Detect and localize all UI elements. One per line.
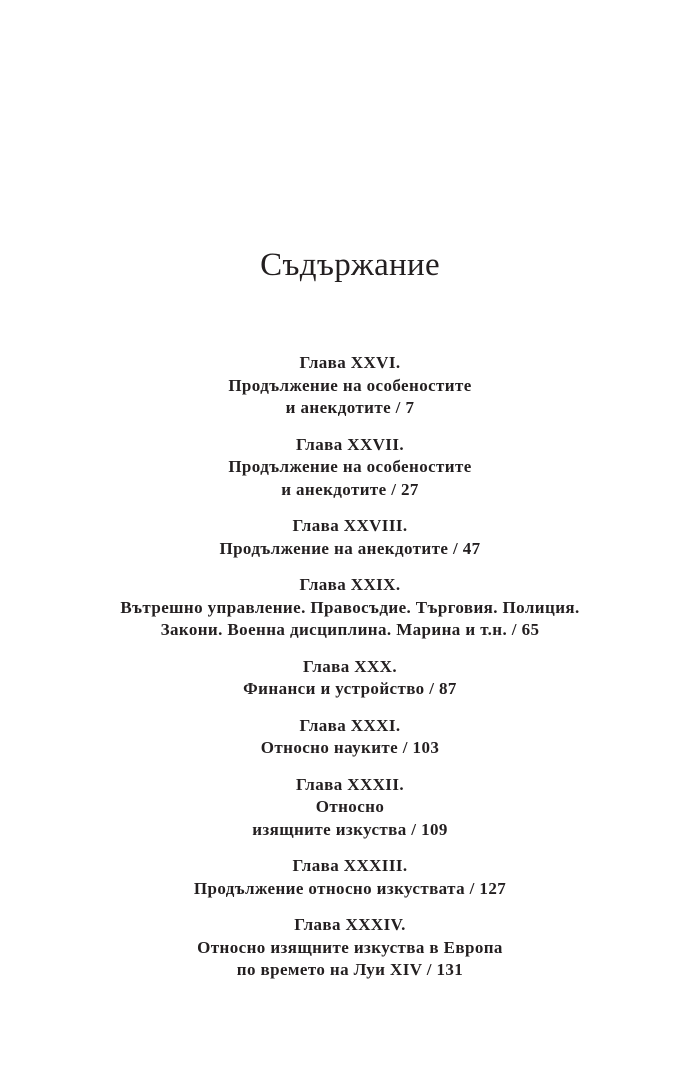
chapter-title-line: Продължение на особеностите bbox=[228, 375, 472, 395]
chapter-title-line: Относно изящните изкуства в Европа bbox=[197, 937, 503, 957]
chapter-heading: Глава XXIX. bbox=[299, 575, 401, 594]
chapter-heading: Глава XXX. bbox=[303, 656, 397, 676]
toc-entry bbox=[0, 774, 700, 842]
toc-entry bbox=[0, 434, 700, 502]
chapter-heading: Глава XXVII. bbox=[296, 434, 404, 454]
chapter-heading: Глава XXVIII. bbox=[292, 516, 408, 535]
chapter-title-line: и анекдотите / 7 bbox=[285, 398, 415, 417]
toc-entry bbox=[0, 515, 700, 560]
chapter-title-line: по времето на Луи XIV / 131 bbox=[236, 960, 464, 979]
page-title: Съдържание bbox=[260, 247, 440, 283]
chapter-title-line: изящните изкуства / 109 bbox=[252, 819, 448, 839]
chapter-title-line: Продължение относно изкуствата / 127 bbox=[193, 878, 507, 898]
chapter-title-line: Вътрешно управление. Правосъдие. Търговия. Полиция. bbox=[120, 597, 580, 617]
chapter-title-line: Продължение на особеностите bbox=[228, 457, 472, 476]
chapter-heading: Глава XXXIII. bbox=[292, 856, 408, 875]
chapter-title-line: Финанси и устройство / 87 bbox=[243, 679, 457, 698]
chapter-title-line: Относно науките / 103 bbox=[260, 738, 440, 757]
table-of-contents bbox=[0, 352, 700, 996]
toc-entry bbox=[0, 352, 700, 420]
toc-entry bbox=[0, 574, 700, 642]
chapter-title-line: Продължение на анекдотите / 47 bbox=[219, 538, 481, 558]
chapter-heading: Глава XXVI. bbox=[299, 353, 401, 372]
chapter-heading: Глава XXXII. bbox=[296, 774, 404, 794]
toc-entry bbox=[0, 715, 700, 760]
chapter-heading: Глава XXXIV. bbox=[294, 915, 406, 934]
toc-entry bbox=[0, 914, 700, 982]
toc-entry bbox=[0, 855, 700, 900]
chapter-title-line: Относно bbox=[315, 797, 385, 816]
toc-entry bbox=[0, 656, 700, 701]
chapter-title-line: Закони. Военна дисциплина. Марина и т.н. / 65 bbox=[160, 620, 540, 639]
chapter-heading: Глава XXXI. bbox=[299, 715, 401, 735]
chapter-title-line: и анекдотите / 27 bbox=[281, 479, 419, 499]
